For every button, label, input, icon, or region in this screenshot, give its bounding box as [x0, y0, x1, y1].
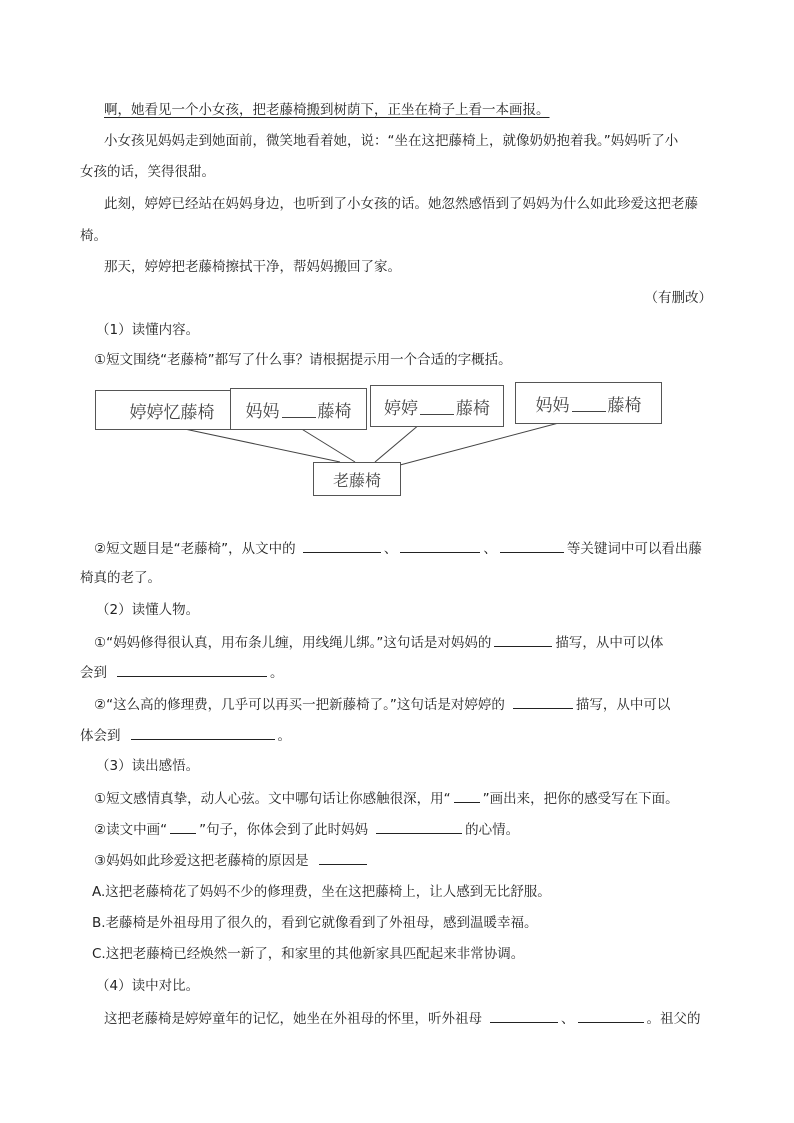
q3-item-1: [94, 788, 679, 809]
passage-paragraph-3-line-2: 椅。: [80, 228, 107, 244]
q3-item-3-blank[interactable]: [319, 850, 367, 865]
diagram-box-tingting-label-b: 藤椅: [456, 398, 490, 419]
q3-item-2-text-c: 的心情。: [465, 822, 520, 838]
q1-title: （1）读懂内容。: [96, 322, 200, 338]
q4-blank-2[interactable]: [578, 1008, 644, 1023]
q4-title: （4）读中对比。: [96, 978, 200, 994]
q4-blank-1[interactable]: [490, 1008, 558, 1023]
diagram-box-mother-2-label-b: 藤椅: [607, 395, 642, 416]
q3-item-1-text-b: ”画出来，把你的感受写在下面。: [482, 791, 679, 807]
q3-item-1-underline-sample: [454, 788, 480, 803]
q3-item-3-text: ③妈妈如此珍爱这把老藤椅的原因是: [94, 853, 309, 869]
q2-item-2-line-1: [94, 694, 670, 715]
diagram-box-tingting-label-a: 婷婷: [384, 398, 418, 419]
passage-paragraph-2-line-1: 小女孩见妈妈走到她面前，微笑地看着她，说：“坐在这把藤椅上，就像奶奶抱着我。”妈妈听了小: [104, 133, 679, 149]
q1-item-2-text-a: ②短文题目是“老藤椅”，从文中的: [94, 541, 296, 557]
q1-item-2-sep-1: 、: [383, 541, 398, 557]
q3-item-2-blank[interactable]: [376, 819, 462, 834]
q2-title: （2）读懂人物。: [96, 602, 200, 618]
diagram-connector-lines: [0, 0, 794, 520]
q2-item-2-line-2: [80, 725, 291, 746]
q4-text-b: 。祖父的: [646, 1011, 701, 1027]
source-note: （有删改）: [644, 290, 712, 306]
q2-item-2-text-d: 。: [277, 728, 291, 744]
q4-text-line-1: [104, 1008, 701, 1029]
q4-text-a: 这把老藤椅是婷婷童年的记忆，她坐在外祖母的怀里，听外祖母: [104, 1011, 482, 1027]
q3-title: （3）读出感悟。: [96, 758, 200, 774]
q2-item-1-line-1: [94, 632, 663, 653]
q2-item-1-blank-1[interactable]: [494, 632, 552, 647]
q3-item-2-underline-sample: [170, 819, 196, 834]
q2-item-2-blank-2[interactable]: [131, 725, 275, 740]
diagram-box-center: [313, 462, 401, 496]
diagram-box-mother-2: [515, 382, 662, 424]
diagram-box-center-label: 老藤椅: [332, 470, 381, 490]
diagram-blank-2[interactable]: [420, 398, 454, 415]
q2-item-1-line-2: [80, 662, 284, 683]
q1-item-2-blank-2[interactable]: [400, 538, 480, 553]
q4-sep: 、: [561, 1011, 575, 1027]
q2-item-2-text-b: 描写，从中可以: [575, 697, 671, 713]
q1-item-2-sep-2: 、: [483, 541, 497, 557]
q1-item-1: ①短文围绕“老藤椅”都写了什么事？请根据提示用一个合适的字概括。: [94, 352, 512, 368]
q2-item-2-blank-1[interactable]: [513, 694, 573, 709]
q1-item-2-blank-1[interactable]: [303, 538, 381, 553]
passage-paragraph-1: 啊，她看见一个小女孩，把老藤椅搬到树荫下，正坐在椅子上看一本画报。: [104, 102, 550, 118]
q2-item-1-text-a: ①“妈妈修得很认真，用布条儿缠，用线绳儿绑。”这句话是对妈妈的: [94, 635, 492, 651]
diagram-box-mother-2-label-a: 妈妈: [535, 395, 570, 416]
q3-item-2-text-b: ”句子，你体会到了此时妈妈: [199, 822, 369, 838]
q3-item-3: [94, 850, 370, 871]
q2-item-2-text-a: ②“这么高的修理费，几乎可以再买一把新藤椅了。”这句话是对婷婷的: [94, 697, 505, 713]
q2-item-1-text-d: 。: [270, 665, 284, 681]
passage-paragraph-4: 那天，婷婷把老藤椅擦拭干净，帮妈妈搬回了家。: [104, 259, 401, 275]
diagram-box-tingting: [370, 385, 504, 427]
q2-item-1-text-b: 描写，从中可以体: [555, 635, 664, 651]
diagram-box-recall: [95, 390, 249, 430]
diagram-blank-1[interactable]: [282, 401, 316, 418]
q2-item-2-text-c: 体会到: [80, 728, 121, 744]
q3-item-1-text-a: ①短文感情真挚，动人心弦。文中哪句话让你感触很深，用“: [94, 791, 451, 807]
q2-item-1-text-c: 会到: [80, 665, 107, 681]
q1-item-2-line-1: [94, 538, 702, 559]
diagram-box-mother-1-label-b: 藤椅: [317, 401, 352, 422]
q1-item-2-text-b: 等关键词中可以看出藤: [566, 541, 702, 557]
q3-item-2-text-a: ②读文中画“: [94, 822, 168, 838]
q1-item-2-line-2: 椅真的老了。: [80, 570, 161, 586]
q2-item-1-blank-2[interactable]: [117, 662, 267, 677]
diagram-box-mother-1-label-a: 妈妈: [245, 401, 280, 422]
passage-paragraph-2-line-2: 女孩的话，笑得很甜。: [80, 164, 215, 180]
diagram-box-recall-label: 婷婷忆藤椅: [129, 402, 215, 423]
q1-item-2-blank-3[interactable]: [500, 538, 564, 553]
q3-option-c[interactable]: C.这把老藤椅已经焕然一新了，和家里的其他新家具匹配起来非常协调。: [92, 946, 525, 962]
q3-item-2: [94, 819, 519, 840]
diagram-blank-3[interactable]: [572, 395, 606, 412]
diagram-box-mother-1: [230, 388, 367, 430]
q3-option-b[interactable]: B.老藤椅是外祖母用了很久的，看到它就像看到了外祖母，感到温暖幸福。: [92, 915, 538, 931]
passage-paragraph-3-line-1: 此刻，婷婷已经站在妈妈身边，也听到了小女孩的话。她忽然感悟到了妈妈为什么如此珍爱这把老藤: [104, 196, 698, 212]
q3-option-a[interactable]: A.这把老藤椅花了妈妈不少的修理费，坐在这把藤椅上，让人感到无比舒服。: [92, 884, 551, 900]
